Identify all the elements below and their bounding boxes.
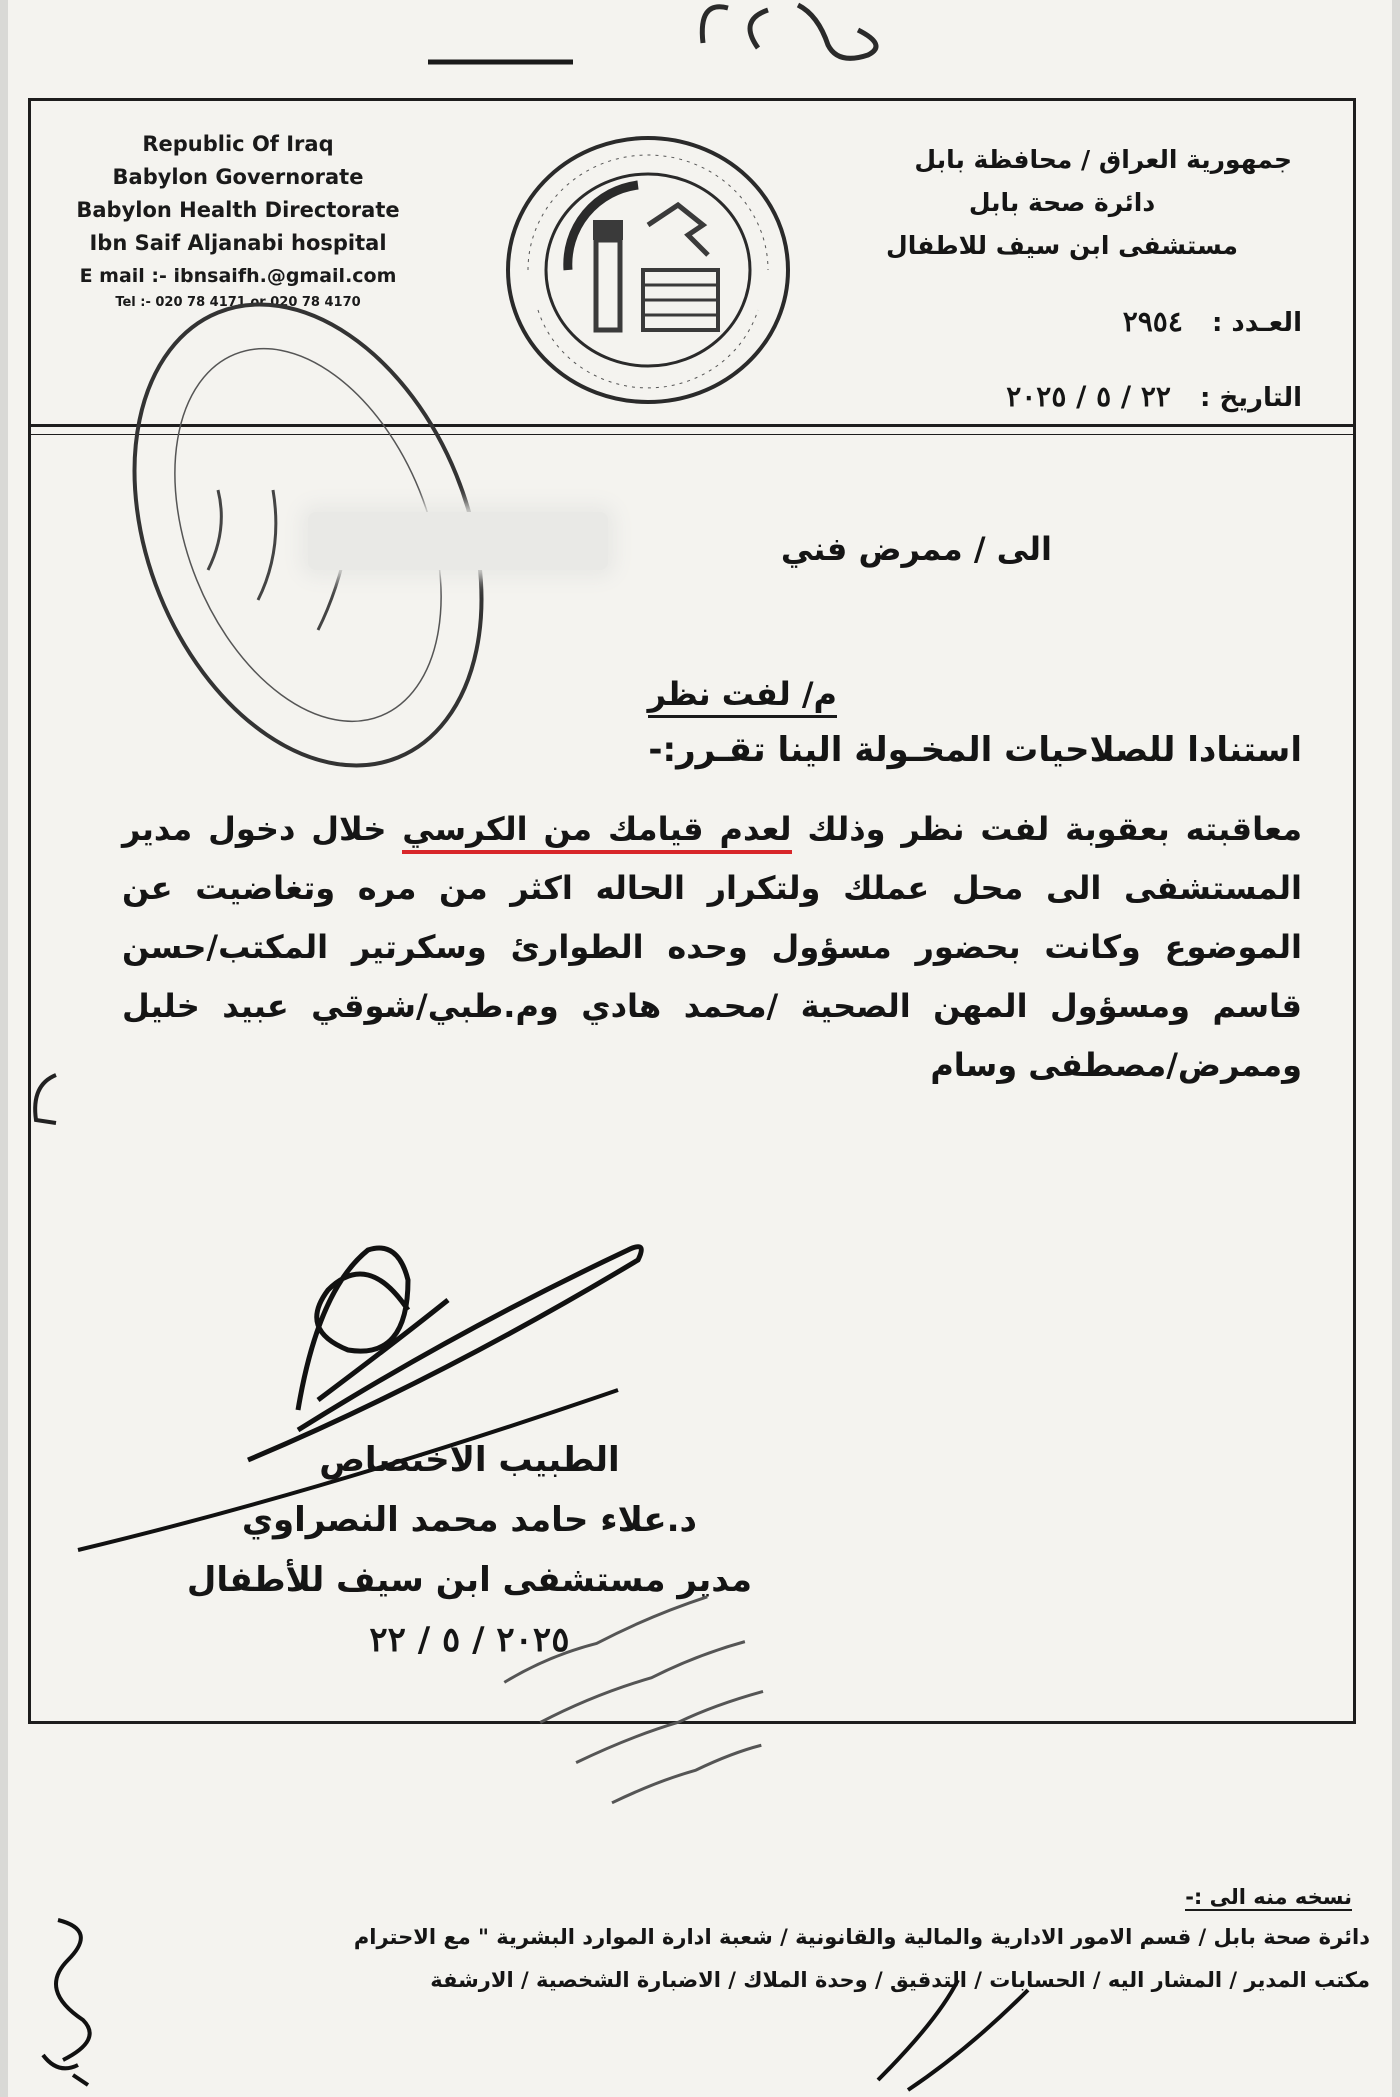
copies-line-1: دائرة صحة بابل / قسم الامور الادارية والمالية والقانونية / شعبة ادارة الموارد البشرية " مع الاحترام	[353, 1925, 1370, 1949]
letterhead-directorate: Babylon Health Directorate	[76, 198, 400, 222]
signatory-position: مدير مستشفى ابن سيف للأطفال	[186, 1560, 752, 1600]
signatory-title: الطبيب الاختصاص	[319, 1440, 620, 1480]
document-page	[8, 0, 1392, 2097]
letterhead-country: Republic Of Iraq	[142, 132, 334, 156]
margin-bracket-mark	[26, 1070, 66, 1130]
letterhead-governorate: Babylon Governorate	[112, 165, 364, 189]
signature-date: ٢٠٢٥ / ٥ / ٢٢	[369, 1620, 570, 1660]
redacted-name	[308, 512, 608, 570]
letterhead-hospital-arabic: مستشفى ابن سيف للاطفال	[886, 231, 1238, 260]
date-row	[1006, 380, 1302, 413]
letter-body	[122, 800, 1302, 1095]
letterhead-telephone: Tel :- 020 78 4171 or 020 78 4170	[115, 295, 361, 310]
intro-line: استنادا للصلاحيات المخـولة الينا تقـرر:-	[648, 730, 1302, 770]
bottom-scribble	[868, 1970, 1068, 2097]
body-highlighted-phrase: لعدم قيامك من الكرسي	[402, 810, 791, 854]
copies-label: نسخه منه الى :-	[1185, 1885, 1352, 1909]
date-value: ٢٢ / ٥ / ٢٠٢٥	[1006, 380, 1171, 413]
bottom-left-initials	[28, 1905, 108, 2095]
body-before-highlight: معاقبته بعقوبة لفت نظر وذلك	[791, 810, 1302, 848]
ministry-seal-emblem	[498, 130, 798, 410]
number-value: ٢٩٥٤	[1122, 305, 1183, 338]
copies-line-2: مكتب المدير / المشار اليه / الحسابات / التدقيق / وحدة الملاك / الاضبارة الشخصية / الارشفة	[430, 1968, 1370, 1992]
letterhead-hospital: Ibn Saif Aljanabi hospital	[89, 231, 387, 255]
letterhead-country-arabic: جمهورية العراق / محافظة بابل	[914, 145, 1292, 174]
date-label: التاريخ :	[1200, 383, 1302, 413]
director-stamp	[478, 1500, 898, 1880]
body-after-highlight: خلال دخول مدير المستشفى الى محل عملك ولتكرار الحاله اكثر من مره وتغاضيت عن الموضوع وكانت بحضور مسؤول وحده الطوارئ وسكرتير المكتب/حسن قاسم ومسؤول المهن الصحية /محمد هادي وم.طبي/شوقي عبيد خليل وممرض/مصطفى وسام	[122, 810, 1302, 1084]
recipient-line: الى / ممرض فني	[780, 530, 1052, 568]
top-handwriting	[408, 0, 968, 95]
signatory-name: د.علاء حامد محمد النصراوي	[241, 1500, 698, 1540]
reference-number-row	[1123, 305, 1302, 338]
letterhead-directorate-arabic: دائرة صحة بابل	[968, 188, 1156, 217]
letterhead-email: E mail :- ibnsaifh.@gmail.com	[79, 265, 397, 287]
arabic-letterhead	[832, 138, 1292, 267]
subject-line: م/ لفت نظر	[648, 675, 837, 718]
number-label: العـدد :	[1211, 308, 1302, 338]
